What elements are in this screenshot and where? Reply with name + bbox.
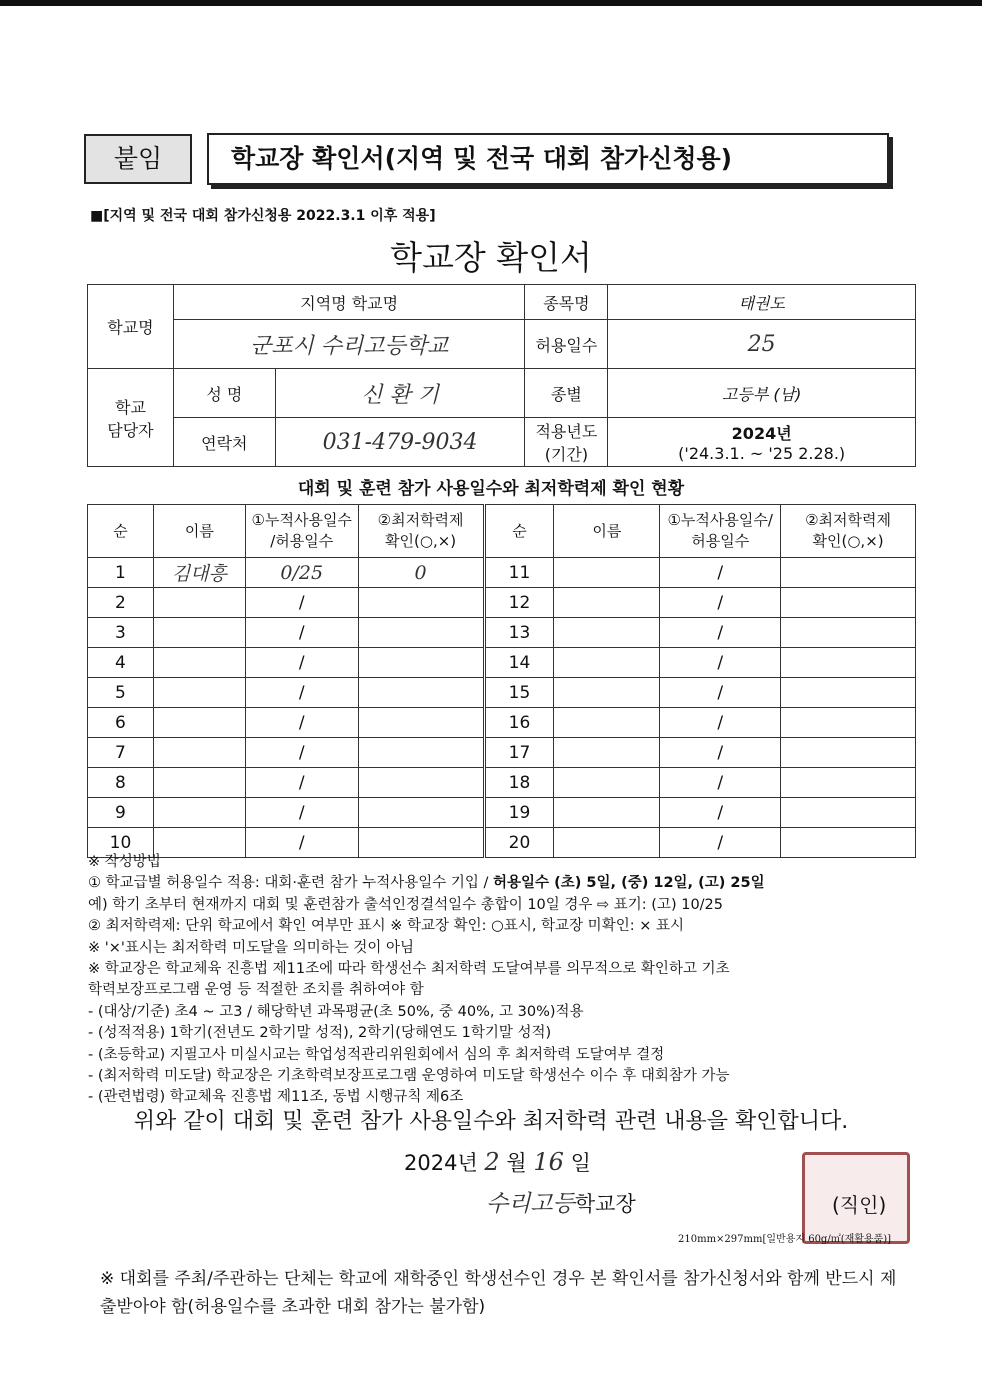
date-month: 2 — [484, 1148, 500, 1176]
row-name: 김대흥 — [153, 558, 245, 588]
header-days-line1: ①누적사용일수 — [251, 511, 352, 529]
row-min-right — [781, 798, 916, 828]
row-name — [153, 798, 245, 828]
row-min — [358, 708, 484, 738]
row-days-right: / — [660, 798, 781, 828]
row-days-right: / — [660, 828, 781, 858]
row-no-right: 13 — [484, 618, 554, 648]
row-no-right: 18 — [484, 768, 554, 798]
header-min-line1: ②최저학력제 — [377, 511, 464, 529]
note-1 — [88, 873, 928, 894]
row-no: 7 — [88, 738, 154, 768]
row-days-right: / — [660, 708, 781, 738]
note-1-b: 허용일수 (초) 5일, (중) 12일, (고) 25일 — [493, 875, 765, 892]
seal-label: (직인) — [832, 1193, 887, 1217]
signature-school: 수리고등 — [486, 1191, 575, 1217]
manager-name-value: 신 환 기 — [275, 369, 525, 418]
row-name-right — [554, 648, 660, 678]
note-1-example: 예) 학기 초부터 현재까지 대회 및 훈련참가 출석인정결석일수 총합이 10일 경우 ⇨ 표기: (고) 10/25 — [88, 896, 724, 913]
school-sub-label: 지역명 학교명 — [173, 285, 525, 320]
row-name — [153, 588, 245, 618]
row-min — [358, 738, 484, 768]
row-no: 10 — [88, 828, 154, 858]
signature-title: 학교장 — [574, 1192, 636, 1216]
note-3: ※ '×'표시는 최저학력 미도달을 의미하는 것이 아님 — [88, 939, 415, 956]
header-no-right: 순 — [484, 505, 554, 558]
table-row — [88, 768, 916, 798]
header-days-right-line2: 허용일수 — [691, 532, 750, 550]
note-5: - (대상/기준) 초4 ~ 고3 / 해당학년 과목평균(초 50%, 중 40%, 고 30%)적용 — [88, 1003, 584, 1020]
sport-label: 종목명 — [525, 285, 608, 320]
row-name-right — [554, 798, 660, 828]
header-min — [358, 505, 484, 558]
note-7: - (초등학교) 지필고사 미실시교는 학업성적관리위원회에서 심의 후 최저학력 도달여부 결정 — [88, 1046, 665, 1063]
category-value: 고등부 (남) — [608, 369, 916, 418]
row-no: 3 — [88, 618, 154, 648]
notes-heading: ※ 작성방법 — [88, 854, 161, 870]
note-6: - (성적적용) 1학기(전년도 2학기말 성적), 2학기(당해연도 1학기말 성적) — [88, 1025, 552, 1042]
row-name-right — [554, 588, 660, 618]
header-name: 이름 — [153, 505, 245, 558]
contact-label-line2: 담당자 — [107, 420, 154, 440]
row-no: 4 — [88, 648, 154, 678]
row-name — [153, 648, 245, 678]
row-name-right — [554, 618, 660, 648]
row-days-right: / — [660, 678, 781, 708]
signature-date — [404, 1147, 591, 1177]
row-no: 9 — [88, 798, 154, 828]
row-name — [153, 678, 245, 708]
row-name-right — [554, 678, 660, 708]
row-no: 1 — [88, 558, 154, 588]
row-name-right — [554, 768, 660, 798]
header-name-right: 이름 — [554, 505, 660, 558]
category-label: 종별 — [525, 369, 608, 418]
note-2: ② 최저학력제: 단위 학교에서 확인 여부만 표시 ※ 학교장 확인: ○표시, 학교장 미확인: × 표시 — [88, 918, 684, 935]
row-name-right — [554, 558, 660, 588]
header-days-line2: /허용일수 — [270, 532, 334, 550]
table-row — [88, 648, 916, 678]
row-min: 0 — [358, 558, 484, 588]
row-days: / — [245, 738, 358, 768]
row-no: 2 — [88, 588, 154, 618]
allowed-days-label: 허용일수 — [525, 320, 608, 369]
row-no-right: 15 — [484, 678, 554, 708]
row-no-right: 19 — [484, 798, 554, 828]
row-min-right — [781, 588, 916, 618]
header-no: 순 — [88, 505, 154, 558]
table-row — [88, 798, 916, 828]
confirmation-statement: 위와 같이 대회 및 훈련 참가 사용일수와 최저학력 관련 내용을 확인합니다. — [133, 1109, 849, 1134]
header-days-right — [660, 505, 781, 558]
row-days-right: / — [660, 768, 781, 798]
principal-signature — [486, 1185, 636, 1218]
table-row — [88, 678, 916, 708]
note-1-a: ① 학교급별 허용일수 적용: 대회·훈련 참가 누적사용일수 기입 / — [88, 875, 494, 892]
row-name — [153, 708, 245, 738]
header-min-right-line2: 확인(○,×) — [812, 532, 884, 550]
table-row — [88, 708, 916, 738]
row-days-right: / — [660, 588, 781, 618]
paper-spec: 210mm×297mm[일반용지 60g/㎡(재활용품)] — [678, 1234, 892, 1245]
row-days: / — [245, 828, 358, 858]
phone-label: 연락처 — [173, 418, 275, 467]
header-days — [245, 505, 358, 558]
row-min-right — [781, 768, 916, 798]
row-days: / — [245, 798, 358, 828]
sport-value: 태권도 — [608, 285, 916, 320]
row-min — [358, 798, 484, 828]
year-label — [525, 418, 608, 467]
header-min-line2: 확인(○,×) — [385, 532, 457, 550]
row-min — [358, 768, 484, 798]
participation-table — [87, 504, 916, 858]
attachment-badge: 붙임 — [84, 134, 192, 184]
footer-note: ※ 대회를 주최/주관하는 단체는 학교에 재학중인 학생선수인 경우 본 확인서를 참가신청서와 함께 반드시 제출받아야 함(허용일수를 초과한 대회 참가는 불가함) — [100, 1269, 897, 1317]
row-days-right: / — [660, 648, 781, 678]
table-header-row — [88, 505, 916, 558]
date-day-label: 일 — [570, 1151, 591, 1175]
allowed-days-value: 25 — [608, 320, 916, 369]
row-days-right: / — [660, 738, 781, 768]
document-title: 학교장 확인서 — [390, 238, 592, 277]
year-label-line1: 적용년도 — [535, 422, 598, 441]
table-row — [88, 558, 916, 588]
table-row — [88, 618, 916, 648]
row-days: 0/25 — [245, 558, 358, 588]
contact-label — [88, 369, 174, 467]
row-days: / — [245, 648, 358, 678]
row-no-right: 12 — [484, 588, 554, 618]
row-days: / — [245, 768, 358, 798]
row-min-right — [781, 678, 916, 708]
year-label-line2: (기간) — [544, 445, 589, 464]
school-label: 학교명 — [88, 285, 174, 369]
row-name — [153, 738, 245, 768]
row-name — [153, 618, 245, 648]
row-no: 8 — [88, 768, 154, 798]
row-days-right: / — [660, 558, 781, 588]
row-min-right — [781, 558, 916, 588]
row-name-right — [554, 708, 660, 738]
row-days: / — [245, 618, 358, 648]
note-8: - (최저학력 미도달) 학교장은 기초학력보장프로그램 운영하여 미도달 학생선수 이수 후 대회참가 가능 — [88, 1068, 730, 1085]
phone-value: 031-479-9034 — [275, 418, 525, 467]
row-no: 5 — [88, 678, 154, 708]
row-no: 6 — [88, 708, 154, 738]
table-row — [88, 588, 916, 618]
row-no-right: 20 — [484, 828, 554, 858]
year-value-cell — [608, 418, 916, 467]
year-value: 2024년 — [731, 424, 792, 443]
row-min-right — [781, 618, 916, 648]
row-days: / — [245, 708, 358, 738]
row-name-right — [554, 738, 660, 768]
date-day: 16 — [533, 1148, 564, 1176]
row-no-right: 16 — [484, 708, 554, 738]
row-min-right — [781, 738, 916, 768]
section-title: 대회 및 훈련 참가 사용일수와 최저학력제 확인 현황 — [297, 479, 685, 499]
name-label: 성 명 — [173, 369, 275, 418]
header-days-right-line1: ①누적사용일수/ — [667, 511, 773, 529]
note-4: ※ 학교장은 학교체육 진흥법 제11조에 따라 학생선수 최저학력 도달여부를 의무적으로 확인하고 기초 — [88, 961, 730, 978]
date-month-label: 월 — [506, 1151, 527, 1175]
note-4-cont: 학력보장프로그램 운영 등 적절한 조치를 취하여야 함 — [88, 982, 424, 999]
note-9: - (관련법령) 학교체육 진흥법 제11조, 동법 시행규칙 제6조 — [88, 1089, 464, 1106]
row-days-right: / — [660, 618, 781, 648]
contact-label-line1: 학교 — [114, 397, 146, 417]
row-min-right — [781, 648, 916, 678]
row-days: / — [245, 678, 358, 708]
row-no-right: 17 — [484, 738, 554, 768]
table-row — [88, 738, 916, 768]
date-year: 2024년 — [404, 1151, 478, 1175]
instructions — [88, 852, 928, 1109]
header-min-right — [781, 505, 916, 558]
row-no-right: 11 — [484, 558, 554, 588]
year-period: ('24.3.1. ~ '25 2.28.) — [678, 444, 846, 463]
row-min — [358, 618, 484, 648]
row-name — [153, 768, 245, 798]
row-min — [358, 588, 484, 618]
row-min — [358, 648, 484, 678]
top-border — [0, 0, 982, 6]
school-name-value: 군포시 수리고등학교 — [173, 320, 525, 369]
header-min-right-line1: ②최저학력제 — [805, 511, 892, 529]
form-title-box: 학교장 확인서(지역 및 전국 대회 참가신청용) — [207, 133, 889, 185]
row-min-right — [781, 708, 916, 738]
applicability-note: ■[지역 및 전국 대회 참가신청용 2022.3.1 이후 적용] — [90, 208, 436, 224]
row-no-right: 14 — [484, 648, 554, 678]
info-table — [87, 284, 916, 467]
row-min — [358, 678, 484, 708]
row-days: / — [245, 588, 358, 618]
